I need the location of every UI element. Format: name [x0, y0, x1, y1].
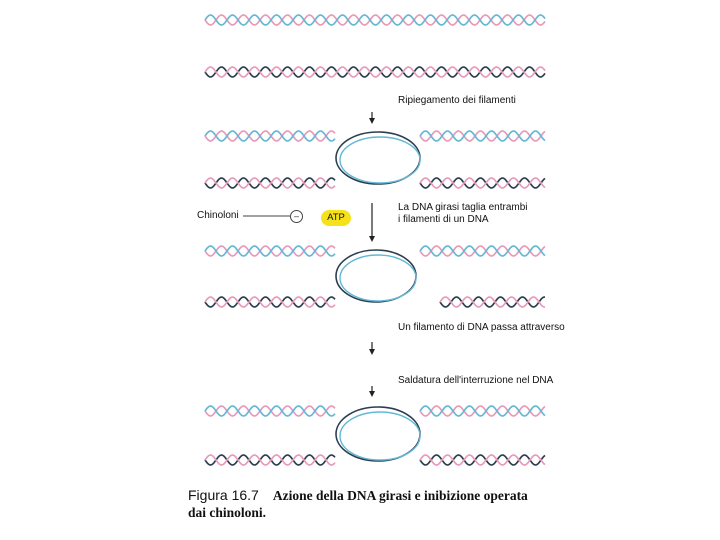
duplex-bottom-2-left [205, 178, 335, 188]
sealed-loop-4-blue [340, 412, 420, 460]
arrow-folding-head [369, 118, 375, 124]
duplex-bottom-1 [205, 67, 545, 77]
arrow-pass-through-head [369, 349, 375, 355]
arrow-folding [369, 112, 375, 124]
duplex-top-2-left [205, 131, 335, 141]
duplex-bottom-3-right [440, 297, 545, 307]
duplex-top-3-right [420, 246, 545, 256]
figure-caption [188, 487, 528, 521]
duplex-bottom-3-left [205, 297, 335, 307]
duplex-top-1 [205, 15, 545, 25]
duplex-top-2-right [420, 131, 545, 141]
step-label-cut-line2: i filamenti di un DNA [398, 214, 489, 225]
caption-title-line2: dai chinoloni. [188, 505, 267, 520]
caption-figure-number: Figura 16.7 [188, 487, 259, 503]
duplex-bottom-2-right [420, 178, 545, 188]
sealed-loop-4 [336, 407, 420, 461]
arrow-sealing [369, 386, 375, 397]
arrow-cut [369, 203, 375, 242]
dna-helices [205, 15, 545, 465]
step-label-pass-through: Un filamento di DNA passa attraverso [398, 322, 565, 333]
duplex-bottom-4-left [205, 455, 335, 465]
folded-loop-2-blue [340, 137, 420, 183]
duplex-top-3-left [205, 246, 335, 256]
cut-loop-3 [336, 250, 416, 302]
duplex-top-4-right [420, 406, 545, 416]
step-label-sealing: Saldatura dell'interruzione nel DNA [398, 375, 554, 386]
folded-loop-2 [336, 132, 420, 184]
atp-badge: ATP [321, 210, 351, 226]
caption-title-line1: Azione della DNA girasi e inibizione operata [272, 488, 528, 503]
duplex-top-4-left [205, 406, 335, 416]
arrow-sealing-head [369, 391, 375, 397]
cut-loop-3-blue [340, 255, 416, 301]
inhibitor-label: Chinoloni [197, 210, 239, 221]
duplex-bottom-4-right [420, 455, 545, 465]
arrow-cut-head [369, 236, 375, 242]
inhibition-sign: – [290, 210, 303, 223]
arrow-pass-through [369, 342, 375, 355]
step-label-folding: Ripiegamento dei filamenti [398, 95, 516, 106]
step-label-cut-line1: La DNA girasi taglia entrambi [398, 202, 528, 213]
